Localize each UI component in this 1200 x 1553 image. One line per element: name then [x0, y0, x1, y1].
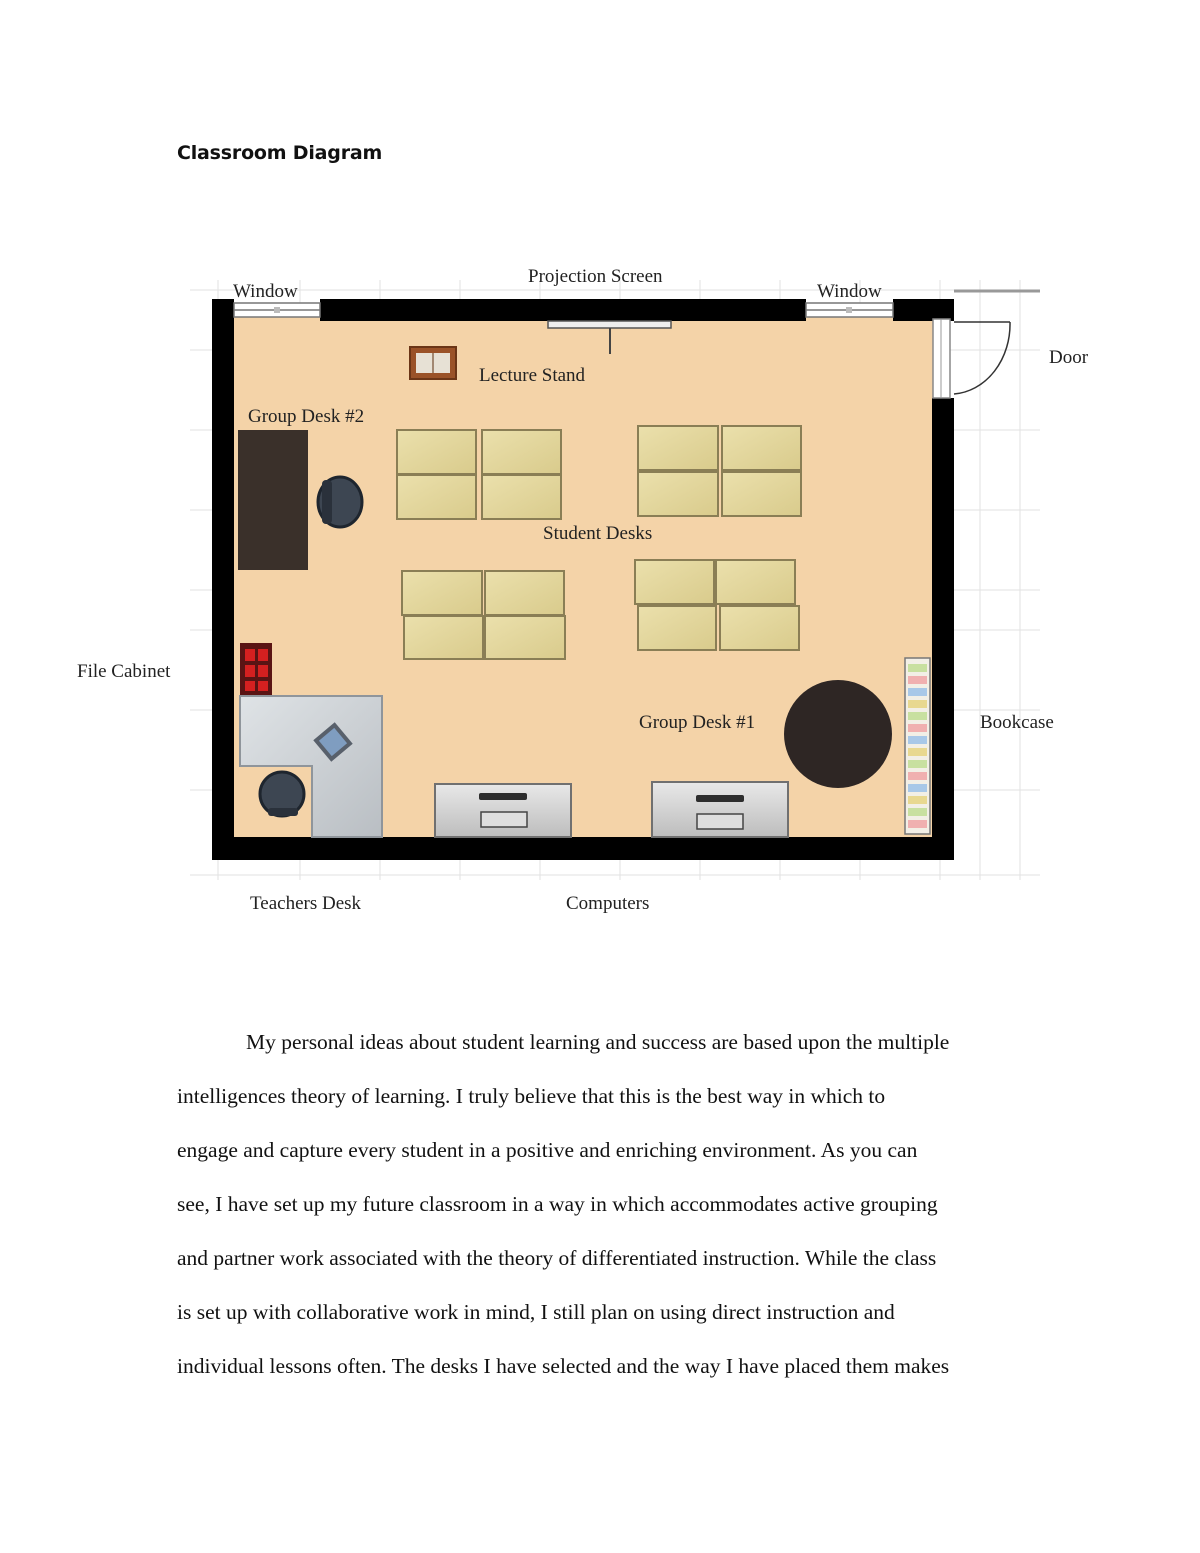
label-group-desk-1: Group Desk #1 [639, 712, 756, 733]
window-right [806, 303, 893, 317]
paragraph-line: My personal ideas about student learning and success are based upon the multiple [246, 1030, 950, 1054]
label-window-left: Window [233, 281, 298, 302]
paragraph-line: and partner work associated with the theory of differentiated instruction. While the class [177, 1246, 937, 1270]
label-file-cabinet: File Cabinet [77, 661, 171, 682]
paragraph-line: engage and capture every student in a positive and enriching environment. As you can [177, 1138, 918, 1162]
label-bookcase: Bookcase [980, 712, 1054, 733]
label-window-right: Window [817, 281, 882, 302]
bookcase [905, 658, 930, 834]
paragraph-line: see, I have set up my future classroom in a way in which accommodates active grouping [177, 1192, 938, 1216]
window-left [234, 303, 320, 317]
label-group-desk-2: Group Desk #2 [248, 406, 365, 427]
paragraph-line: intelligences theory of learning. I truly believe that this is the best way in which to [177, 1084, 886, 1108]
group-desk-1 [784, 680, 892, 788]
paragraph-line: is set up with collaborative work in mind, I still plan on using direct instruction and [177, 1300, 895, 1324]
label-student-desks: Student Desks [543, 523, 653, 544]
label-computers: Computers [566, 893, 650, 914]
computer-2 [652, 782, 788, 837]
label-teachers-desk: Teachers Desk [250, 893, 362, 914]
page-title: Classroom Diagram [177, 142, 383, 164]
computer-1 [435, 784, 571, 837]
label-projection-screen: Projection Screen [528, 266, 663, 287]
paragraph-line: individual lessons often. The desks I have selected and the way I have placed them makes [177, 1354, 950, 1378]
lecture-stand [410, 347, 456, 379]
label-lecture-stand: Lecture Stand [479, 365, 586, 386]
file-cabinet [240, 643, 272, 695]
body-paragraph [177, 1015, 1037, 1393]
label-door: Door [1049, 347, 1089, 368]
